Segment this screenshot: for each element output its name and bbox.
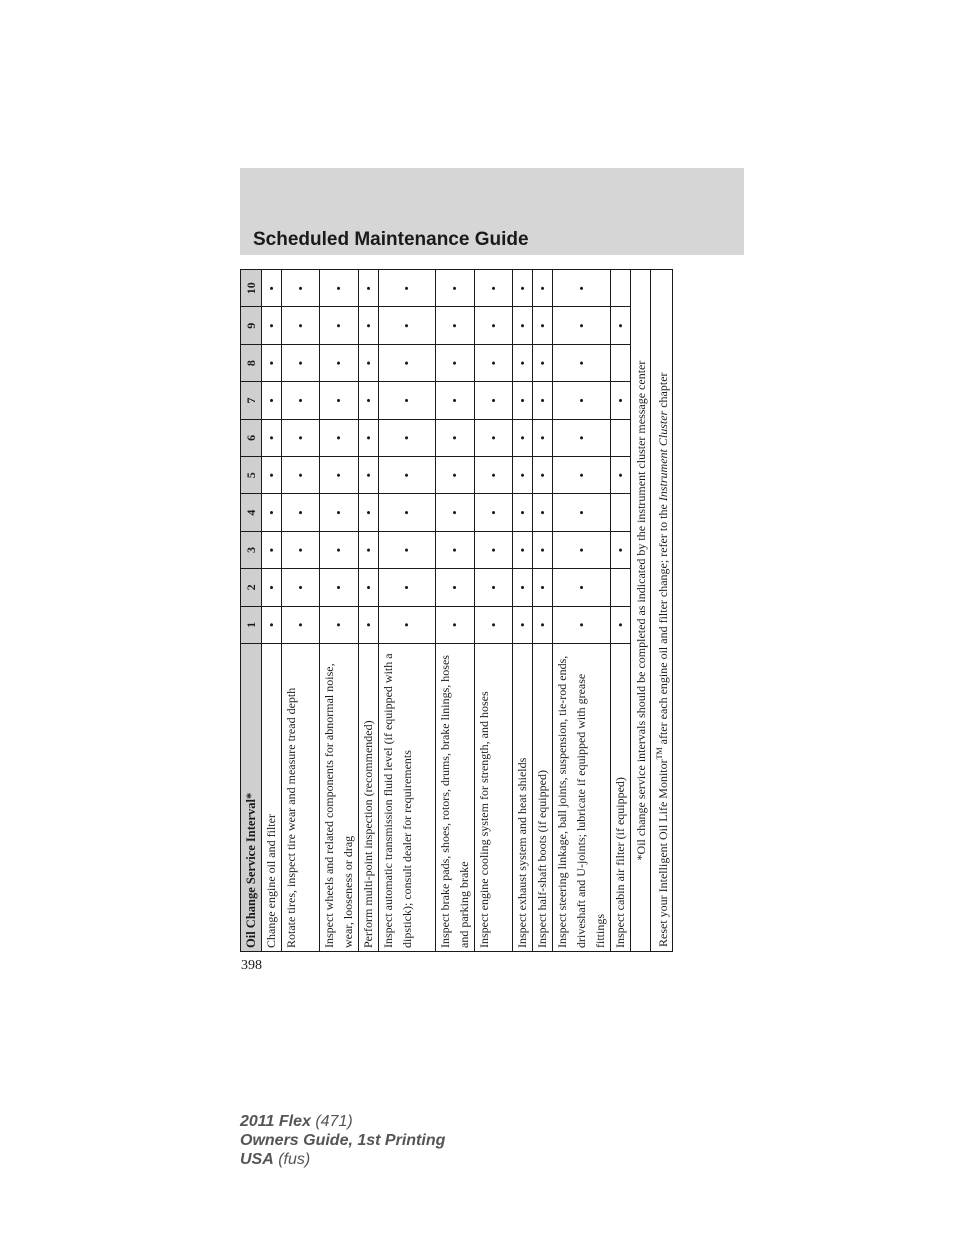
- service-bullet: •: [282, 457, 320, 494]
- service-bullet: •: [611, 531, 631, 568]
- service-bullet: •: [475, 606, 513, 643]
- empty-cell: [611, 494, 631, 531]
- service-bullet: •: [553, 344, 611, 381]
- column-header: 3: [241, 531, 262, 568]
- service-bullet: •: [553, 382, 611, 419]
- service-description: Inspect cabin air filter (if equipped): [611, 644, 631, 952]
- service-bullet: •: [553, 419, 611, 456]
- service-bullet: •: [611, 382, 631, 419]
- service-bullet: •: [262, 382, 282, 419]
- service-bullet: •: [533, 569, 553, 606]
- service-bullet: •: [359, 494, 379, 531]
- column-header: 1: [241, 606, 262, 643]
- table-row: [436, 270, 475, 952]
- maintenance-table: [240, 269, 673, 952]
- service-bullet: •: [379, 457, 436, 494]
- service-bullet: •: [475, 270, 513, 307]
- service-bullet: •: [553, 307, 611, 344]
- service-description: Inspect steering linkage, ball joints, suspension, tie-rod ends, driveshaft and U-joints; lubricate if equipped with grease fittings: [553, 644, 611, 952]
- service-bullet: •: [262, 419, 282, 456]
- empty-cell: [611, 344, 631, 381]
- service-description: Inspect half-shaft boots (if equipped): [533, 644, 553, 952]
- column-header: 2: [241, 569, 262, 606]
- table-row: [611, 270, 631, 952]
- service-bullet: •: [513, 569, 533, 606]
- footer-model-code: (471): [310, 1113, 353, 1130]
- service-bullet: •: [282, 307, 320, 344]
- service-bullet: •: [475, 419, 513, 456]
- service-bullet: •: [379, 344, 436, 381]
- service-bullet: •: [553, 531, 611, 568]
- service-bullet: •: [320, 419, 359, 456]
- service-bullet: •: [475, 307, 513, 344]
- service-bullet: •: [359, 382, 379, 419]
- service-bullet: •: [379, 419, 436, 456]
- service-bullet: •: [475, 494, 513, 531]
- service-bullet: •: [611, 457, 631, 494]
- table-row: [513, 270, 533, 952]
- table-row: [379, 270, 436, 952]
- service-bullet: •: [533, 457, 553, 494]
- service-bullet: •: [359, 270, 379, 307]
- service-bullet: •: [282, 494, 320, 531]
- empty-cell: [611, 569, 631, 606]
- service-bullet: •: [533, 344, 553, 381]
- column-header: 7: [241, 382, 262, 419]
- service-bullet: •: [611, 307, 631, 344]
- column-header: 9: [241, 307, 262, 344]
- service-bullet: •: [320, 569, 359, 606]
- page-title: Scheduled Maintenance Guide: [253, 229, 529, 250]
- service-bullet: •: [533, 382, 553, 419]
- header-band: [240, 168, 744, 255]
- service-bullet: •: [475, 531, 513, 568]
- service-bullet: •: [359, 344, 379, 381]
- service-bullet: •: [379, 494, 436, 531]
- table-row: [475, 270, 513, 952]
- service-bullet: •: [475, 344, 513, 381]
- service-bullet: •: [282, 531, 320, 568]
- footer-printing: Owners Guide, 1st Printing: [240, 1132, 446, 1149]
- service-bullet: •: [379, 382, 436, 419]
- service-bullet: •: [436, 569, 475, 606]
- service-bullet: •: [533, 307, 553, 344]
- service-bullet: •: [359, 569, 379, 606]
- service-description: Rotate tires, inspect tire wear and measure tread depth: [282, 644, 320, 952]
- service-bullet: •: [513, 270, 533, 307]
- service-bullet: •: [262, 344, 282, 381]
- service-bullet: •: [320, 344, 359, 381]
- footer-market-code: (fus): [273, 1151, 311, 1168]
- service-bullet: •: [513, 494, 533, 531]
- service-bullet: •: [320, 307, 359, 344]
- service-bullet: •: [379, 606, 436, 643]
- service-bullet: •: [436, 307, 475, 344]
- service-bullet: •: [379, 270, 436, 307]
- service-bullet: •: [475, 382, 513, 419]
- service-bullet: •: [320, 606, 359, 643]
- service-bullet: •: [320, 457, 359, 494]
- service-bullet: •: [513, 457, 533, 494]
- service-bullet: •: [611, 606, 631, 643]
- service-bullet: •: [282, 344, 320, 381]
- service-bullet: •: [436, 606, 475, 643]
- service-bullet: •: [320, 494, 359, 531]
- service-description: Inspect wheels and related components for abnormal noise, wear, looseness or drag: [320, 644, 359, 952]
- table-row: [262, 270, 282, 952]
- service-bullet: •: [262, 457, 282, 494]
- service-bullet: •: [359, 457, 379, 494]
- service-description: Inspect exhaust system and heat shields: [513, 644, 533, 952]
- service-bullet: •: [379, 307, 436, 344]
- empty-cell: [611, 270, 631, 307]
- footer-market: USA: [240, 1151, 274, 1168]
- column-header: 6: [241, 419, 262, 456]
- column-header: 10: [241, 270, 262, 307]
- note-row: [631, 270, 651, 952]
- service-bullet: •: [513, 382, 533, 419]
- footer-model: 2011 Flex: [240, 1113, 311, 1130]
- service-bullet: •: [282, 382, 320, 419]
- service-bullet: •: [262, 307, 282, 344]
- service-bullet: •: [533, 606, 553, 643]
- note-row: [651, 270, 673, 952]
- service-bullet: •: [553, 606, 611, 643]
- service-bullet: •: [513, 419, 533, 456]
- service-bullet: •: [436, 382, 475, 419]
- service-bullet: •: [262, 531, 282, 568]
- service-bullet: •: [436, 531, 475, 568]
- service-bullet: •: [553, 270, 611, 307]
- service-description: Inspect brake pads, shoes, rotors, drums, brake linings, hoses and parking brake: [436, 644, 475, 952]
- service-bullet: •: [553, 569, 611, 606]
- service-bullet: •: [533, 494, 553, 531]
- service-bullet: •: [513, 606, 533, 643]
- service-description: Change engine oil and filter: [262, 644, 282, 952]
- service-bullet: •: [533, 419, 553, 456]
- service-bullet: •: [359, 606, 379, 643]
- service-bullet: •: [262, 569, 282, 606]
- service-bullet: •: [436, 344, 475, 381]
- service-bullet: •: [282, 419, 320, 456]
- service-bullet: •: [436, 494, 475, 531]
- footer: [240, 1112, 445, 1169]
- table-row: [553, 270, 611, 952]
- table-row: [320, 270, 359, 952]
- service-bullet: •: [533, 270, 553, 307]
- service-bullet: •: [475, 569, 513, 606]
- reset-note: Reset your Intelligent Oil Life Monitor™ after each engine oil and filter change; refer to the Instrument Cluster chapter: [651, 270, 673, 952]
- table-row: [533, 270, 553, 952]
- service-bullet: •: [436, 457, 475, 494]
- service-bullet: •: [359, 307, 379, 344]
- service-description: Inspect engine cooling system for strength, and hoses: [475, 644, 513, 952]
- service-bullet: •: [282, 270, 320, 307]
- service-bullet: •: [436, 419, 475, 456]
- service-description: Perform multi-point inspection (recommended): [359, 644, 379, 952]
- service-bullet: •: [533, 531, 553, 568]
- service-bullet: •: [282, 569, 320, 606]
- interval-footnote: *Oil change service intervals should be completed as indicated by the instrument cluster message center: [631, 270, 651, 952]
- column-header: 5: [241, 457, 262, 494]
- table-header-row: [241, 270, 262, 952]
- column-header: 4: [241, 494, 262, 531]
- interval-heading: Oil Change Service Interval*: [241, 644, 262, 952]
- page-number: 398: [241, 958, 262, 973]
- service-bullet: •: [282, 606, 320, 643]
- service-bullet: •: [320, 270, 359, 307]
- service-bullet: •: [513, 531, 533, 568]
- service-bullet: •: [359, 419, 379, 456]
- maintenance-table-container: [240, 270, 670, 952]
- service-bullet: •: [262, 494, 282, 531]
- service-bullet: •: [475, 457, 513, 494]
- column-header: 8: [241, 344, 262, 381]
- table-row: [282, 270, 320, 952]
- service-bullet: •: [320, 382, 359, 419]
- service-bullet: •: [359, 531, 379, 568]
- table-row: [359, 270, 379, 952]
- service-bullet: •: [379, 569, 436, 606]
- service-bullet: •: [436, 270, 475, 307]
- service-description: Inspect automatic transmission fluid level (if equipped with a dipstick); consult dealer for requirements: [379, 644, 436, 952]
- service-bullet: •: [320, 531, 359, 568]
- service-bullet: •: [553, 494, 611, 531]
- service-bullet: •: [379, 531, 436, 568]
- service-bullet: •: [513, 307, 533, 344]
- service-bullet: •: [513, 344, 533, 381]
- service-bullet: •: [262, 270, 282, 307]
- service-bullet: •: [262, 606, 282, 643]
- service-bullet: •: [553, 457, 611, 494]
- empty-cell: [611, 419, 631, 456]
